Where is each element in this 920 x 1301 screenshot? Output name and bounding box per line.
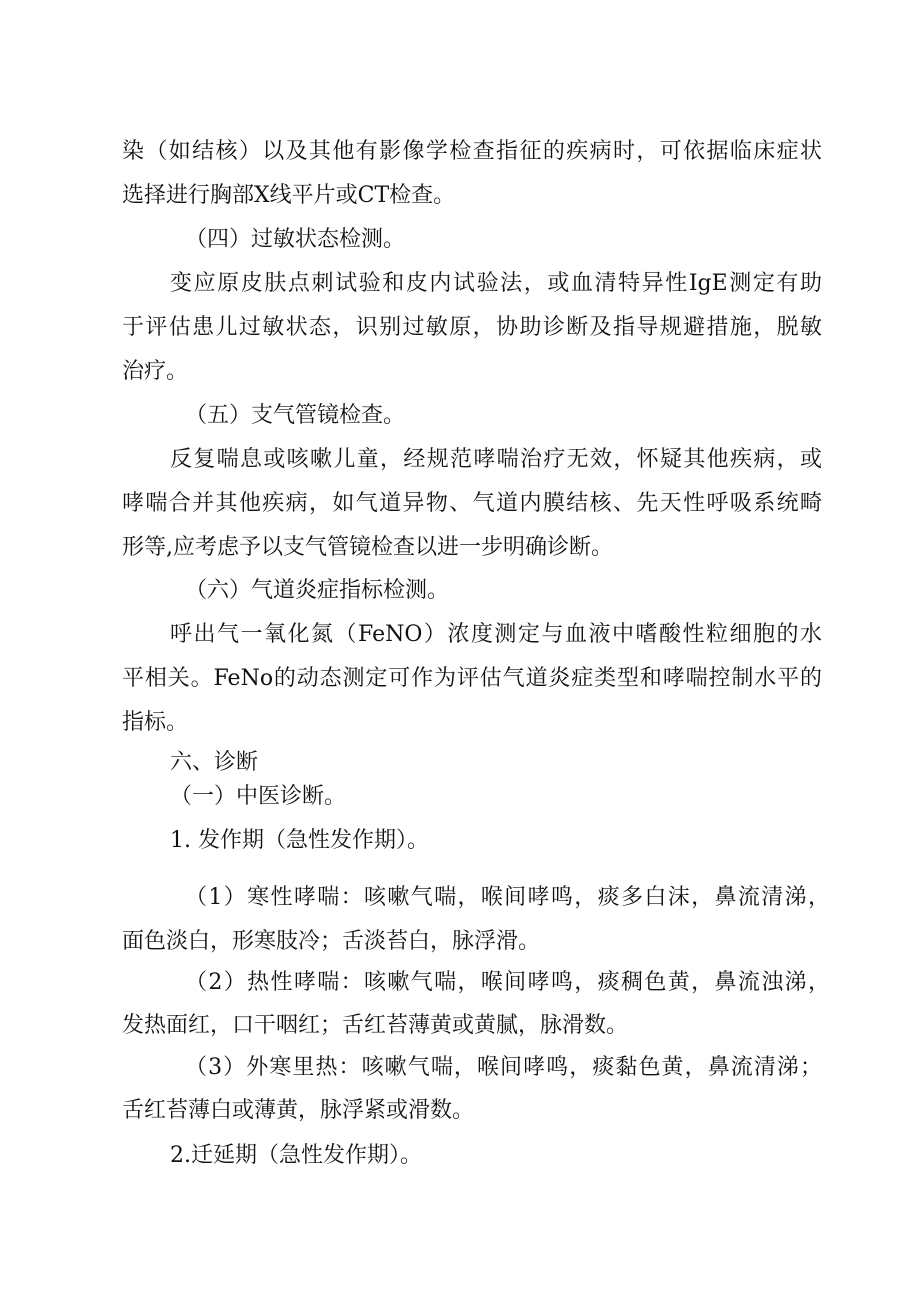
paragraph-line-14: 指标。 [122,710,189,735]
paragraph-line-18: （1）寒性哮喘：咳嗽气喘，喉间哮鸣，痰多白沫，鼻流清涕， [185,885,830,910]
paragraph-line-9: 哮喘合并其他疾病，如气道异物、气道内膜结核、先天性呼吸系统畸 [122,491,822,516]
section-heading-diagnosis: 六、诊断 [170,750,259,775]
paragraph-line-22: （3）外寒里热：咳嗽气喘，喉间哮鸣，痰黏色黄，鼻流清涕； [185,1055,822,1080]
paragraph-line-13: 平相关。FeNo的动态测定可作为评估气道炎症类型和哮喘控制水平的 [122,666,822,691]
paragraph-line-5: 于评估患儿过敏状态，识别过敏原，协助诊断及指导规避措施，脱敏 [122,315,822,340]
paragraph-line-8: 反复喘息或咳嗽儿童，经规范哮喘治疗无效，怀疑其他疾病，或 [170,447,822,472]
paragraph-line-23: 舌红苔薄白或薄黄，脉浮紧或滑数。 [122,1098,475,1123]
paragraph-line-6: 治疗。 [122,359,189,384]
section-heading-tcm-diagnosis: （一）中医诊断。 [170,784,347,809]
section-heading-allergy-test: （四）过敏状态检测。 [185,227,406,252]
paragraph-line-21: 发热面红，口干咽红；舌红苔薄黄或黄腻，脉滑数。 [122,1013,629,1038]
paragraph-line-19: 面色淡白，形寒肢冷；舌淡苔白，脉浮滑。 [122,929,541,954]
subheading-persistent-stage: 2.迁延期（急性发作期）。 [170,1143,422,1168]
paragraph-line-12: 呼出气一氧化氮（FeNO）浓度测定与血液中嗜酸性粒细胞的水 [170,622,822,647]
subheading-attack-stage: 1. 发作期（急性发作期）。 [170,828,429,853]
section-heading-airway-inflammation: （六）气道炎症指标检测。 [185,578,450,603]
section-heading-bronchoscopy: （五）支气管镜检查。 [185,403,406,428]
paragraph-line-20: （2）热性哮喘：咳嗽气喘，喉间哮鸣，痰稠色黄，鼻流浊涕， [185,970,830,995]
paragraph-line-1: 染（如结核）以及其他有影像学检查指征的疾病时，可依据临床症状 [122,139,822,164]
paragraph-line-2: 选择进行胸部X线平片或CT检查。 [122,183,456,208]
paragraph-line-10: 形等,应考虑予以支气管镜检查以进一步明确诊断。 [122,535,613,560]
paragraph-line-4: 变应原皮肤点刺试验和皮内试验法，或血清特异性IgE测定有助 [170,271,822,296]
